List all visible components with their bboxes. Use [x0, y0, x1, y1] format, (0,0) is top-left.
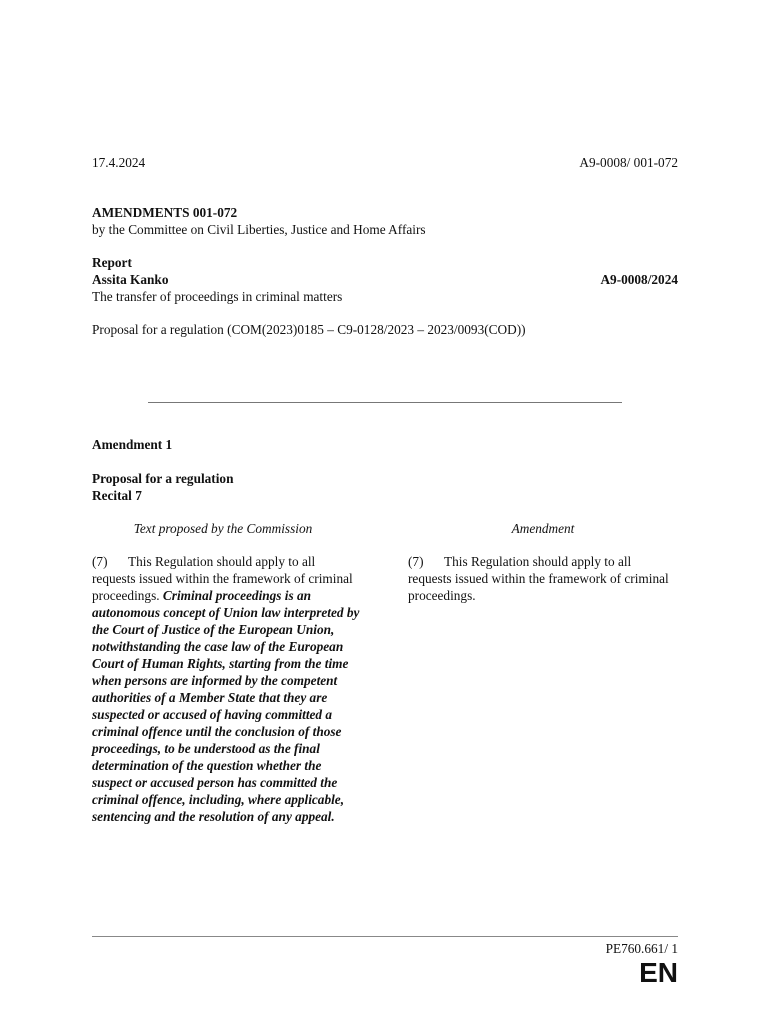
amendment-text-column — [408, 553, 678, 604]
pe-reference: PE760.661/ 1 — [605, 941, 678, 956]
rapporteur-name: Assita Kanko — [92, 272, 169, 287]
committee-line: by the Committee on Civil Liberties, Justice and Home Affairs — [92, 222, 426, 237]
language-code: EN — [639, 957, 678, 988]
proposal-label: Proposal for a regulation — [92, 471, 234, 486]
amendments-title: AMENDMENTS 001-072 — [92, 205, 238, 220]
footer-line — [92, 936, 678, 937]
document-reference: A9-0008/ 001-072 — [579, 155, 678, 170]
amendment-text-heading: Amendment — [511, 521, 575, 536]
recital-label: Recital 7 — [92, 488, 142, 503]
report-reference: A9-0008/2024 — [600, 272, 678, 287]
paragraph-number: (7) — [92, 554, 108, 569]
document-date: 17.4.2024 — [92, 155, 146, 170]
separator-line — [148, 402, 622, 403]
report-label: Report — [92, 255, 132, 270]
report-title: The transfer of proceedings in criminal matters — [92, 289, 343, 304]
amendment-number: Amendment 1 — [92, 437, 173, 452]
commission-text-heading: Text proposed by the Commission — [133, 521, 313, 536]
proposal-reference: Proposal for a regulation (COM(2023)0185 – C9-0128/2023 – 2023/0093(COD)) — [92, 322, 526, 337]
paragraph-number: (7) — [408, 554, 424, 569]
amendment-text: This Regulation should apply to all requests issued within the framework of criminal proceedings. — [408, 554, 669, 603]
commission-plain-text: This Regulation should apply to all requests issued within the framework of criminal proceedings. — [92, 554, 353, 603]
commission-text-column — [92, 553, 362, 825]
commission-deleted-text: Criminal proceedings is an autonomous concept of Union law interpreted by the Court of Justice of the European Union, notwithstanding the case law of the European Court of Human Rights, starting from the time when persons are informed by the competent authorities of a Member State that they are suspected or accused of having committed a criminal offence until the conclusion of those proceedings, to be understood as the final determination of the question whether the suspect or accused person has committed the criminal offence, including, where applicable, sentencing and the resolution of any appeal. — [92, 588, 360, 824]
